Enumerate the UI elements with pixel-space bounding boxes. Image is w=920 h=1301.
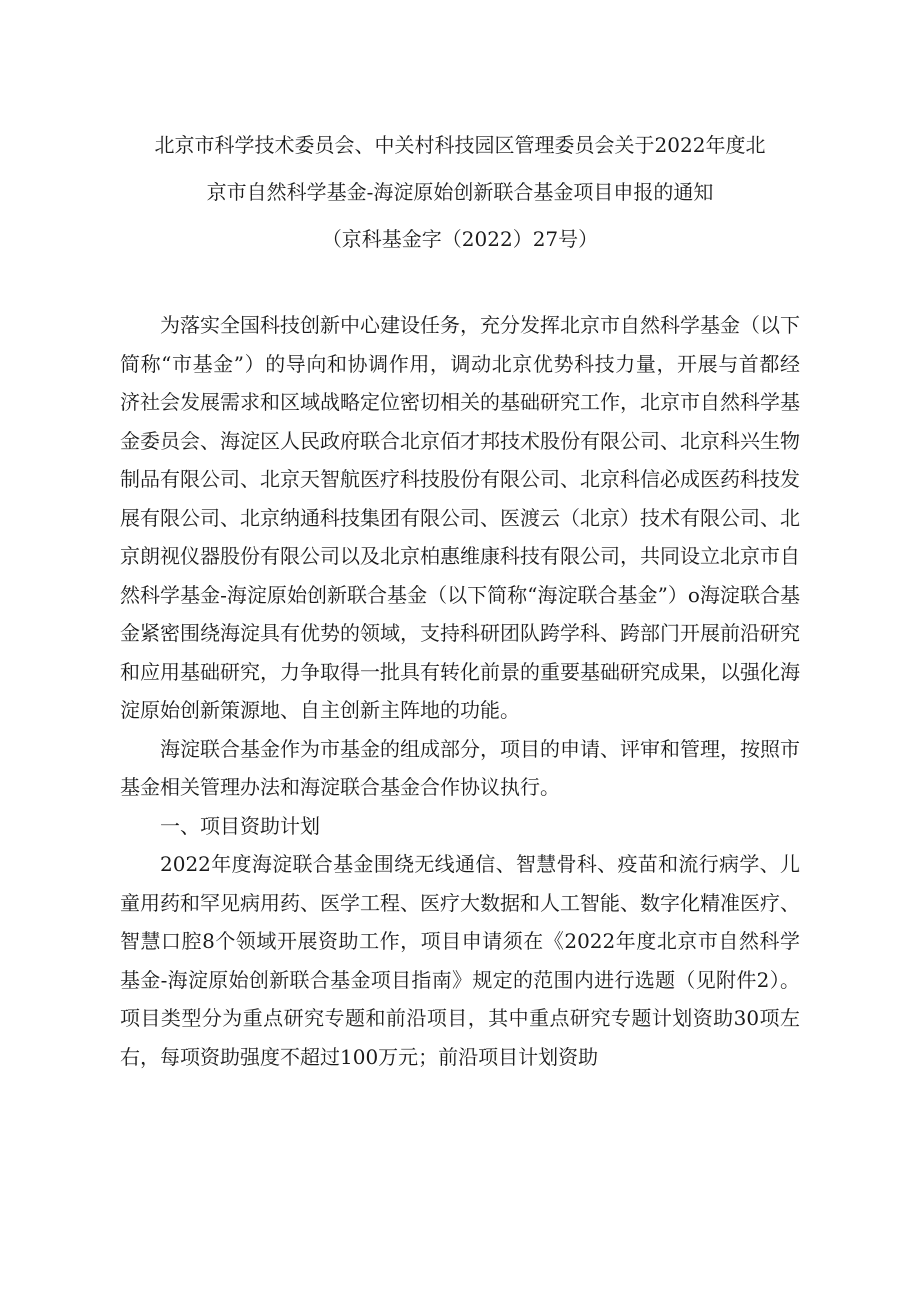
paragraph-intro: 为落实全国科技创新中心建设任务，充分发挥北京市自然科学基金（以下简称“市基金”）的导向和协调作用，调动北京优势科技力量，开展与首都经济社会发展需求和区域战略定位密切相关的基础研究工作，北京市自然科学基金委员会、海淀区人民政府联合北京佰才邦技术股份有限公司、北京科兴生物制品有限公司、北京天智航医疗科技股份有限公司、北京科信必成医药科技发展有限公司、北京纳通科技集团有限公司、医渡云（北京）技术有限公司、北京朗视仪器股份有限公司以及北京柏惠维康科技有限公司，共同设立北京市自然科学基金-海淀原始创新联合基金（以下简称“海淀联合基金”）o海淀联合基金紧密围绕海淀具有优势的领域，支持科研团队跨学科、跨部门开展前沿研究和应用基础研究，力争取得一批具有转化前景的重要基础研究成果，以强化海淀原始创新策源地、自主创新主阵地的功能。 xyxy=(120,313,800,722)
section-heading-funding-plan: 一、项目资助计划 xyxy=(160,813,320,838)
document-body xyxy=(120,306,800,1076)
document-number: （京科基金字（2022）27号） xyxy=(321,227,599,251)
title-line-1: 北京市科学技术委员会、中关村科技园区管理委员会关于2022年度北 xyxy=(154,133,766,157)
title-line-2: 京市自然科学基金-海淀原始创新联合基金项目申报的通知 xyxy=(206,180,714,204)
paragraph-management: 海淀联合基金作为市基金的组成部分，项目的申请、评审和管理，按照市基金相关管理办法和海淀联合基金合作协议执行。 xyxy=(120,736,800,799)
paragraph-funding-plan: 2022年度海淀联合基金围绕无线通信、智慧骨科、疫苗和流行病学、儿童用药和罕见病用药、医学工程、医疗大数据和人工智能、数字化精准医疗、智慧口腔8个领域开展资助工作，项目申请须在《2022年度北京市自然科学基金-海淀原始创新联合基金项目指南》规定的范围内进行选题（见附件2）。项目类型分为重点研究专题和前沿项目，其中重点研究专题计划资助30项左右，每项资助强度不超过100万元；前沿项目计划资助 xyxy=(120,852,800,1069)
document-title xyxy=(120,122,800,263)
